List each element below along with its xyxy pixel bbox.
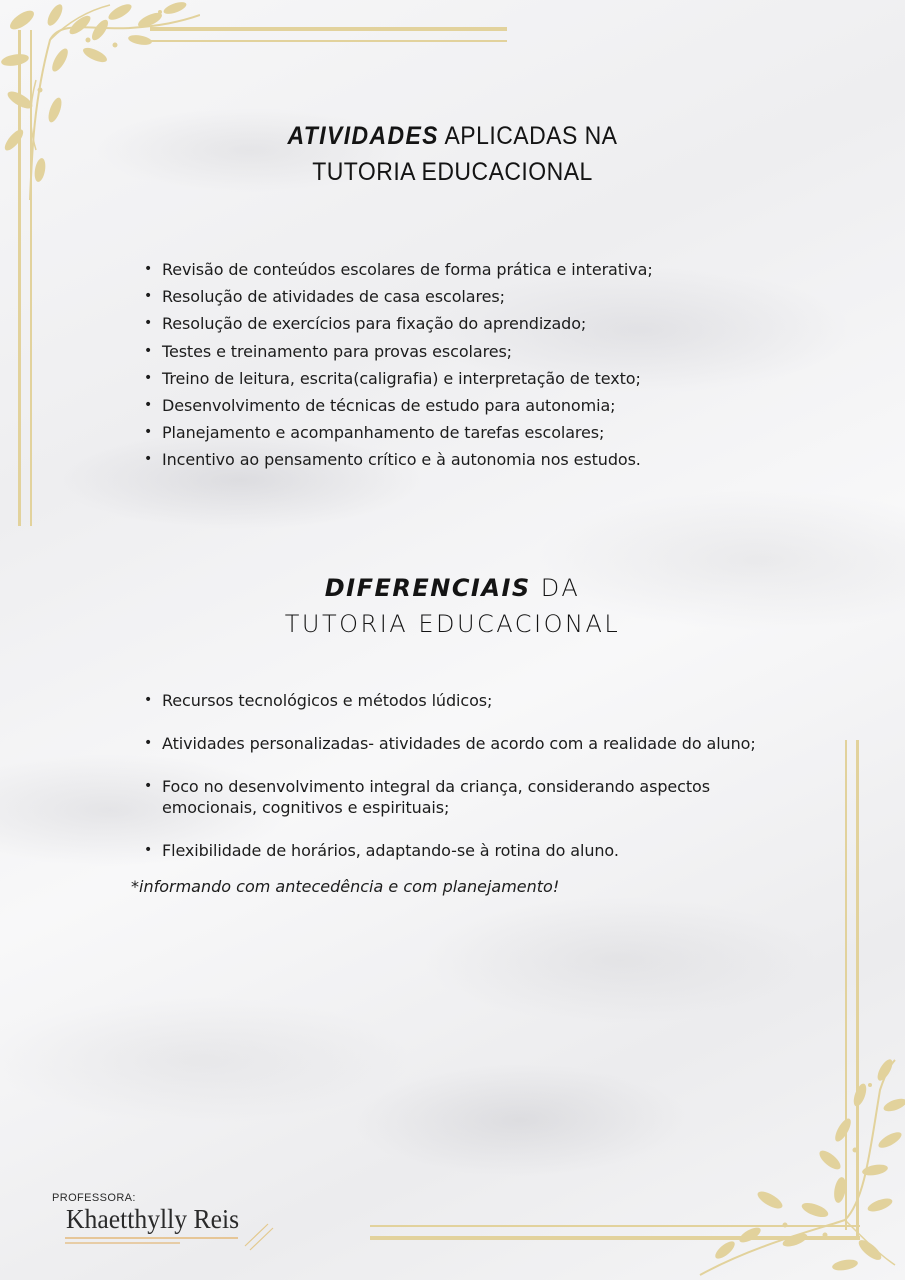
- differentials-heading: [0, 570, 905, 642]
- list-item: • Flexibilidade de horários, adaptando-se à rotina do aluno.: [140, 840, 790, 861]
- activities-heading: [36, 118, 869, 190]
- professor-name: Khaetthylly Reis: [66, 1204, 240, 1234]
- signature-underline-icon: [60, 1218, 290, 1258]
- list-item: • Recursos tecnológicos e métodos lúdicos;: [140, 690, 790, 711]
- list-item: • Incentivo ao pensamento crítico e à autonomia nos estudos.: [140, 446, 780, 473]
- activities-list: [140, 256, 780, 474]
- differentials-heading-rest: DA: [530, 574, 581, 602]
- list-item: • Desenvolvimento de técnicas de estudo para autonomia;: [140, 392, 780, 419]
- differentials-list: [140, 690, 790, 883]
- list-item: • Testes e treinamento para provas escolares;: [140, 338, 780, 365]
- laurel-branch-icon: [695, 1050, 905, 1280]
- activities-heading-strong: ATIVIDADES: [287, 122, 439, 150]
- top-frame-line-thick: [150, 27, 507, 31]
- list-item: • Planejamento e acompanhamento de tarefas escolares;: [140, 419, 780, 446]
- list-item: • Resolução de atividades de casa escolares;: [140, 283, 780, 310]
- list-item: • Treino de leitura, escrita(caligrafia) e interpretação de texto;: [140, 365, 780, 392]
- professor-label: PROFESSORA:: [52, 1192, 136, 1204]
- differentials-heading-line2: TUTORIA EDUCACIONAL: [284, 610, 621, 638]
- activities-heading-rest: APLICADAS NA: [438, 122, 618, 150]
- schedule-note: *informando com antecedência e com planejamento!: [131, 877, 560, 896]
- list-item: • Revisão de conteúdos escolares de forma prática e interativa;: [140, 256, 780, 283]
- list-item: • Resolução de exercícios para fixação do aprendizado;: [140, 310, 780, 337]
- list-item: • Foco no desenvolvimento integral da criança, considerando aspectos emocionais, cognitivos e espirituais;: [140, 776, 790, 818]
- top-frame-line-thin: [150, 40, 507, 42]
- differentials-heading-strong: DIFERENCIAIS: [324, 574, 531, 602]
- list-item: • Atividades personalizadas- atividades de acordo com a realidade do aluno;: [140, 733, 790, 754]
- activities-heading-line2: TUTORIA EDUCACIONAL: [312, 158, 593, 186]
